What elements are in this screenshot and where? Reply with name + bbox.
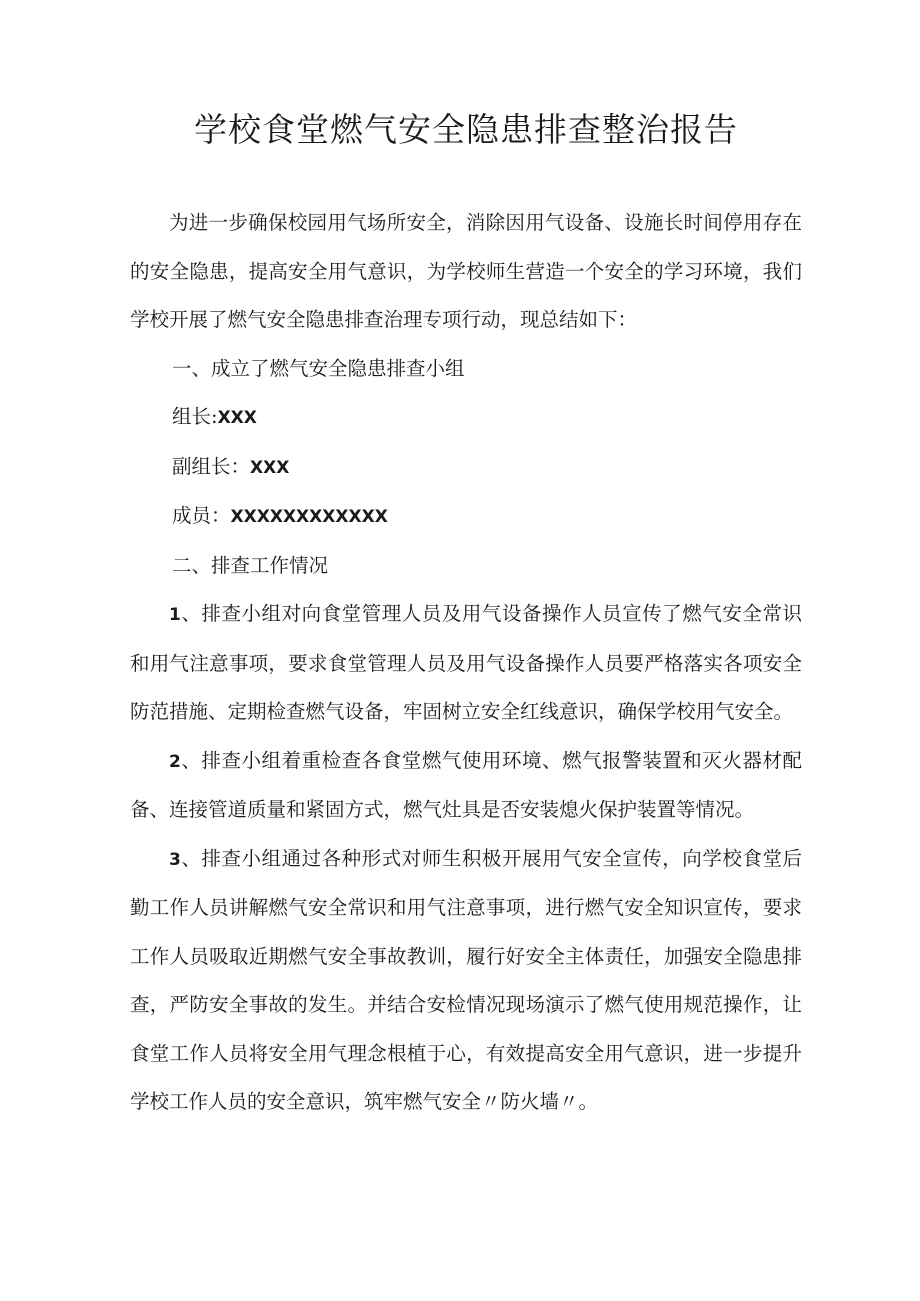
deputy-label: 副组长： [172,454,251,478]
deputy-value: XXX [250,457,290,478]
intro-paragraph: 为进一步确保校园用气场所安全，消除因用气设备、设施长时间停用存在的安全隐患，提高安全用气意识，为学校师生营造一个安全的学习环境，我们学校开展了燃气安全隐患排查治理专项行动，现总结如下： [130,211,802,331]
item-3-text: 、排查小组通过各种形式对师生积极开展用气安全宣传，向学校食堂后勤工作人员讲解燃气安全常识和用气注意事项，进行燃气安全知识宣传，要求工作人员吸取近期燃气安全事故教训，履行好安全主体责任，加强安全隐患排查，严防安全事故的发生。并结合安检情况现场演示了燃气使用规范操作，让食堂工作人员将安全用气理念根植于心，有效提高安全用气意识，进一步提升学校工作人员的安全意识，筑牢燃气安全〃防火墙〃。 [130,846,802,1113]
item-2-number: 2 [169,751,181,772]
leader-value: XXX [217,408,257,428]
document-page [130,0,802,1301]
item-1-text: 、排查小组对向食堂管理人员及用气设备操作人员宣传了燃气安全常识和用气注意事项，要求食堂管理人员及用气设备操作人员要严格落实各项安全防范措施、定期检查燃气设备，牢固树立安全红线意识，确保学校用气安全。 [130,602,802,723]
deputy-line [130,443,802,493]
document-title: 学校食堂燃气安全隐患排查整治报告 [194,110,738,149]
leader-line [130,393,802,443]
members-value: XXXXXXXXXXXX [230,507,388,527]
leader-label: 组长: [172,405,218,428]
members-label: 成员： [172,504,231,527]
section-1-heading: 一、成立了燃气安全隐患排查小组 [172,356,465,380]
item-3-number: 3 [169,849,181,870]
item-2-paragraph [130,737,802,835]
members-line [130,492,802,542]
item-3-paragraph [130,835,802,1127]
item-1-paragraph [130,590,802,737]
document-body [130,199,802,1127]
item-2-text: 、排查小组着重检查各食堂燃气使用环境、燃气报警装置和灭火器材配备、连接管道质量和紧固方式，燃气灶具是否安装熄火保护装置等情况。 [130,748,802,821]
section-2-heading: 二、排查工作情况 [172,553,329,577]
item-1-number: 1 [169,605,181,625]
